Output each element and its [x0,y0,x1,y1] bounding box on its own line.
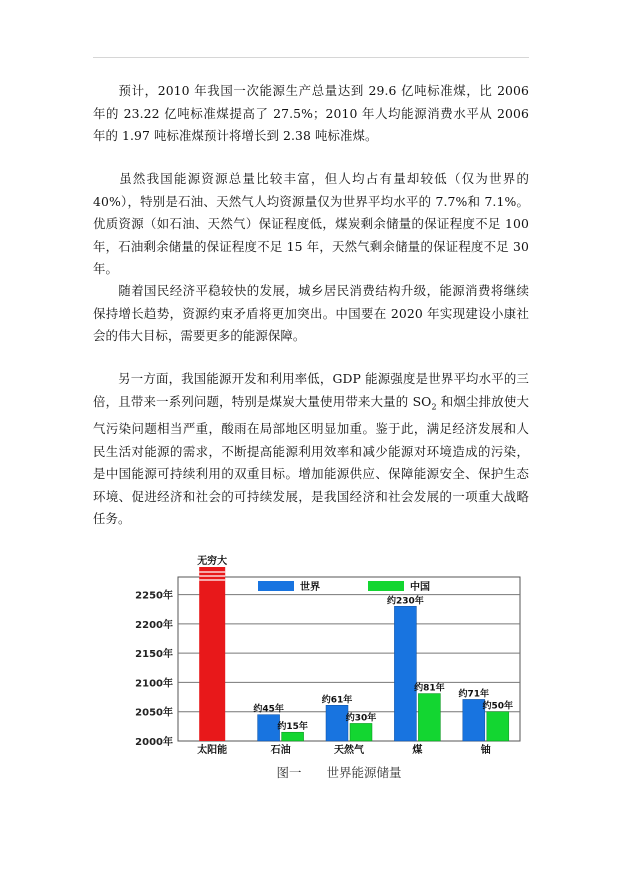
legend-china-label: 中国 [410,582,430,593]
legend-world-swatch [258,581,294,591]
category-label: 铀 [480,745,491,756]
china-bar [282,732,304,741]
world-bar-label: 约230年 [387,596,424,607]
world-bar-label: 约45年 [253,704,284,715]
infinite-bar [199,567,225,741]
y-tick-label: 2050年 [135,707,173,719]
china-bar-label: 约30年 [345,713,377,724]
paragraph-4: 另一方面，我国能源开发和利用率低，GDP 能源强度是世界平均水平的三倍，且带来一系列问题，特别是煤炭大量使用带来大量的 $SO_2$ 和烟尘排放使大气污染问题相当严重，酸雨在局部地区明显加重。鉴于此，满足经济发展和人民生活对能源的需求，不断提高能源利用效率和减少能源对环境造成的污染，是中国能源可持续利用的双重目标。增加能源供应、保障能源安全、保护生态环境、促进经济和社会的可持续发展，是我国经济和社会发展的一项重大战略任务。 [93,371,529,527]
china-bar [487,712,509,741]
category-label: 石油 [270,745,291,756]
header-rule [93,57,529,58]
y-tick-label: 2000年 [135,737,173,748]
world-bar [394,606,416,741]
category-label: 太阳能 [197,745,228,756]
chart-svg [120,556,530,795]
so2-subscript: 2 [431,401,437,411]
china-bar [418,694,440,741]
y-tick-label: 2100年 [135,678,173,690]
energy-reserves-chart [120,556,530,795]
world-bar-label: 约61年 [321,695,353,706]
category-label: 煤 [412,745,423,756]
china-bar-label: 约50年 [482,701,514,712]
legend-china-swatch [368,581,404,591]
china-bar-label: 约15年 [277,722,308,733]
infinite-label: 无穷大 [197,556,228,567]
china-bar [350,723,372,741]
paragraph-3: 随着国民经济平稳较快的发展，城乡居民消费结构升级，能源消费将继续保持增长趋势，资源约束矛盾将更加突出。中国要在 2020 年实现建设小康社会的伟大目标，需要更多的能源保障。 [93,283,529,343]
y-tick-label: 2250年 [135,590,173,602]
world-bar [463,699,485,741]
paragraph-1: 预计，2010 年我国一次能源生产总量达到 29.6 亿吨标准煤，比 2006 年的 23.22 亿吨标准煤提高了 27.5%；2010 年人均能源消费水平从 2006 年的 1.97 吨标准煤预计将增长到 2.38 吨标准煤。 [93,83,529,143]
y-tick-label: 2150年 [135,649,173,661]
legend-world-label: 世界 [300,582,320,593]
world-bar [258,715,280,741]
china-bar-label: 约81年 [414,683,445,694]
world-bar [326,705,348,741]
paragraph-2: 虽然我国能源资源总量比较丰富，但人均占有量却较低（仅为世界的 40%），特别是石油、天然气人均资源量仅为世界平均水平的 7.7%和 7.1%。优质资源（如石油、天然气）保证程度低，煤炭剩余储量的保证程度不足 100 年，石油剩余储量的保证程度不足 15 年，天然气剩余储量的保证程度不足 30 年。 [93,171,529,276]
world-bar-label: 约71年 [458,689,490,700]
figure-caption: 图一 世界能源储量 [276,765,402,780]
category-label: 天然气 [334,745,364,756]
y-tick-label: 2200年 [135,619,173,631]
